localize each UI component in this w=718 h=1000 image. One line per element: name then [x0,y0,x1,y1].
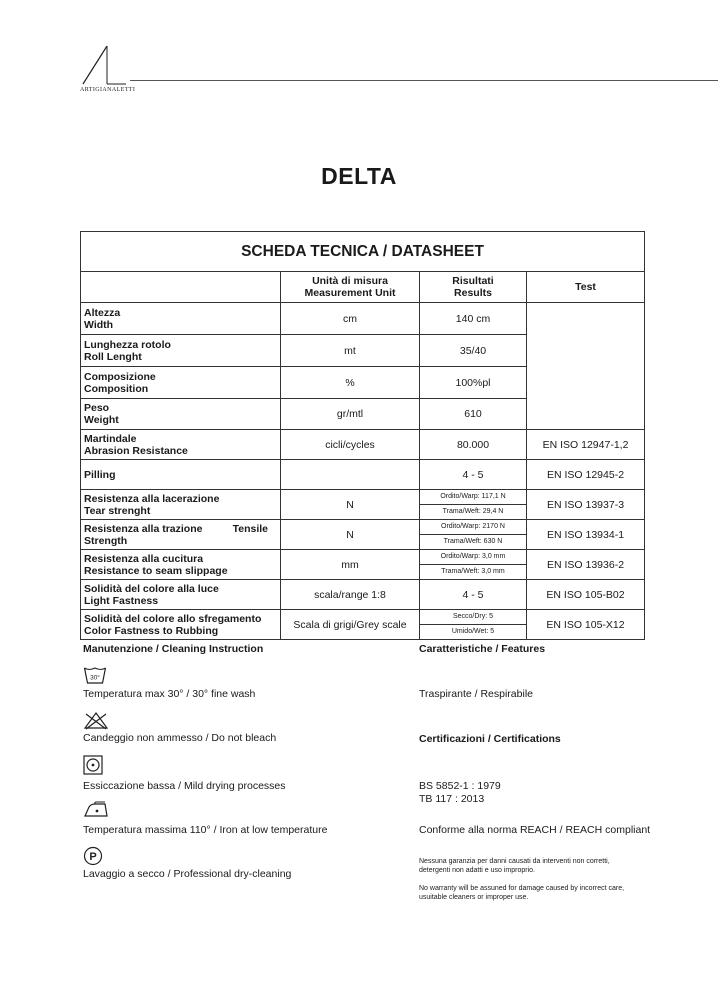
row-test: EN ISO 105-B02 [527,580,645,610]
row-test: EN ISO 13937-3 [527,490,645,520]
row-unit: cicli/cycles [281,430,420,460]
row-label [81,610,281,640]
label-it: Resistenza alla lacerazione [84,492,220,505]
row-result-split [420,520,527,550]
label-en: Weight [84,414,119,426]
care-bleach-text: Candeggio non ammesso / Do not bleach [83,732,277,744]
datasheet-table [80,231,645,640]
wash-30-icon [83,666,107,685]
row-label [81,490,281,520]
row-unit: mm [281,550,420,580]
features-title: Caratteristiche / Features [419,643,546,655]
dry-clean-letter: P [89,851,97,863]
disclaimer-it-2: detergenti non adatti e uso improprio. [419,867,535,874]
label-it: Resistenza alla trazione [84,522,203,535]
iron-low-icon [83,801,109,818]
row-label [81,367,281,399]
table-row [81,303,645,335]
header-test: Test [527,272,645,303]
row-unit: N [281,490,420,520]
header-unit-en: Measurement Unit [304,287,396,299]
row-result: 610 [420,399,527,430]
row-label [81,399,281,430]
row-result: 100%pl [420,367,527,399]
header-results-en: Results [454,287,492,299]
disclaimer-en-2: usuitable cleaners or improper use. [419,894,529,901]
row-label [81,550,281,580]
row-result-split [420,550,527,580]
datasheet-caption: SCHEDA TECNICA / DATASHEET [81,232,645,272]
product-title: DELTA [321,163,397,189]
row-unit: % [281,367,420,399]
label-en: Color Fastness to Rubbing [84,624,219,637]
label-en: Resistance to seam slippage [84,564,228,577]
row-test: EN ISO 13936-2 [527,550,645,580]
row-test: EN ISO 12945-2 [527,460,645,490]
tumble-dry-low-icon [83,755,103,775]
cert-bs5852: BS 5852-1 : 1979 [419,780,501,792]
label-it: Solidità del colore allo sfregamento [84,612,262,625]
label-it: Resistenza alla cucitura [84,552,204,565]
row-label [81,580,281,610]
label-it: Altezza [84,306,121,319]
table-row [81,490,645,520]
result-dry: Secco/Dry: 5 [420,610,526,625]
result-weft: Trama/Weft: 3,0 mm [441,568,505,575]
row-label [81,460,281,490]
label-it: Composizione [84,370,156,383]
dry-clean-p-icon [83,846,103,866]
wash-temp-label: 30° [90,674,100,682]
row-result: 4 - 5 [420,580,527,610]
row-result: 80.000 [420,430,527,460]
certifications-title: Certificazioni / Certifications [419,733,561,745]
table-row [81,460,645,490]
row-test: EN ISO 12947-1,2 [527,430,645,460]
care-wash-text: Temperatura max 30° / 30° fine wash [83,688,256,700]
disclaimer-it-1: Nessuna garanzia per danni causati da interventi non corretti, [419,858,610,865]
label-en: Strength [84,534,128,547]
row-result-split [420,610,527,640]
result-weft: Trama/Weft: 29,4 N [442,508,504,515]
row-result: 35/40 [420,335,527,367]
row-unit [281,460,420,490]
care-dry-text: Essiccazione bassa / Mild drying processes [83,780,286,792]
care-iron-text: Temperatura massima 110° / Iron at low temperature [83,824,328,836]
cert-tb117: TB 117 : 2013 [419,793,485,805]
table-row [81,550,645,580]
result-warp: Ordito/Warp: 3,0 mm [420,550,526,565]
row-test: EN ISO 13934-1 [527,520,645,550]
header-unit [281,272,420,303]
label-en: Width [84,318,114,331]
row-unit: cm [281,303,420,335]
row-unit: gr/mtl [281,399,420,430]
row-result-split [420,490,527,520]
table-row [81,520,645,550]
row-unit: scala/range 1:8 [281,580,420,610]
no-bleach-icon [83,711,109,730]
header-rule [130,80,718,81]
care-title: Manutenzione / Cleaning Instruction [83,643,264,655]
header-results-it: Risultati [452,275,494,287]
result-wet: Umido/Wet: 5 [451,628,495,635]
label-en: Tear strenght [84,504,151,517]
label-it: Pilling [84,468,116,481]
table-row [81,430,645,460]
row-unit: N [281,520,420,550]
result-warp: Ordito/Warp: 117,1 N [420,490,526,505]
row-label [81,520,281,550]
row-result: 4 - 5 [420,460,527,490]
table-row [81,610,645,640]
row-label [81,335,281,367]
label-en: Light Fastness [84,594,159,607]
header-empty [81,272,281,303]
row-label [81,430,281,460]
row-label [81,303,281,335]
label-it: Peso [84,402,110,414]
disclaimer-en-1: No warranty will be assuned for damage caused by incorrect care, [419,885,625,892]
label-it-line [84,523,280,535]
cert-reach: Conforme alla norma REACH / REACH compliant [419,824,651,836]
header-unit-it: Unità di misura [312,275,388,287]
header-results [420,272,527,303]
row-unit: Scala di grigi/Grey scale [281,610,420,640]
table-row [81,580,645,610]
label-en: Abrasion Resistance [84,444,188,457]
label-it: Martindale [84,432,137,445]
test-empty-merged [527,303,645,430]
result-weft: Trama/Weft: 630 N [443,538,503,545]
label-en: Roll Lenght [84,350,142,363]
label-it-right: Tensile [232,522,268,535]
features-text: Traspirante / Respirabile [419,688,533,700]
label-en: Composition [84,382,149,395]
result-warp: Ordito/Warp: 2170 N [420,520,526,535]
label-it: Lunghezza rotolo [84,338,171,351]
row-test: EN ISO 105-X12 [527,610,645,640]
brand-logo [80,44,128,86]
brand-name: ARTIGIANALETTI [80,87,136,93]
label-it: Solidità del colore alla luce [84,582,219,595]
row-unit: mt [281,335,420,367]
care-dryclean-text: Lavaggio a secco / Professional dry-cleaning [83,868,292,880]
row-result: 140 cm [420,303,527,335]
